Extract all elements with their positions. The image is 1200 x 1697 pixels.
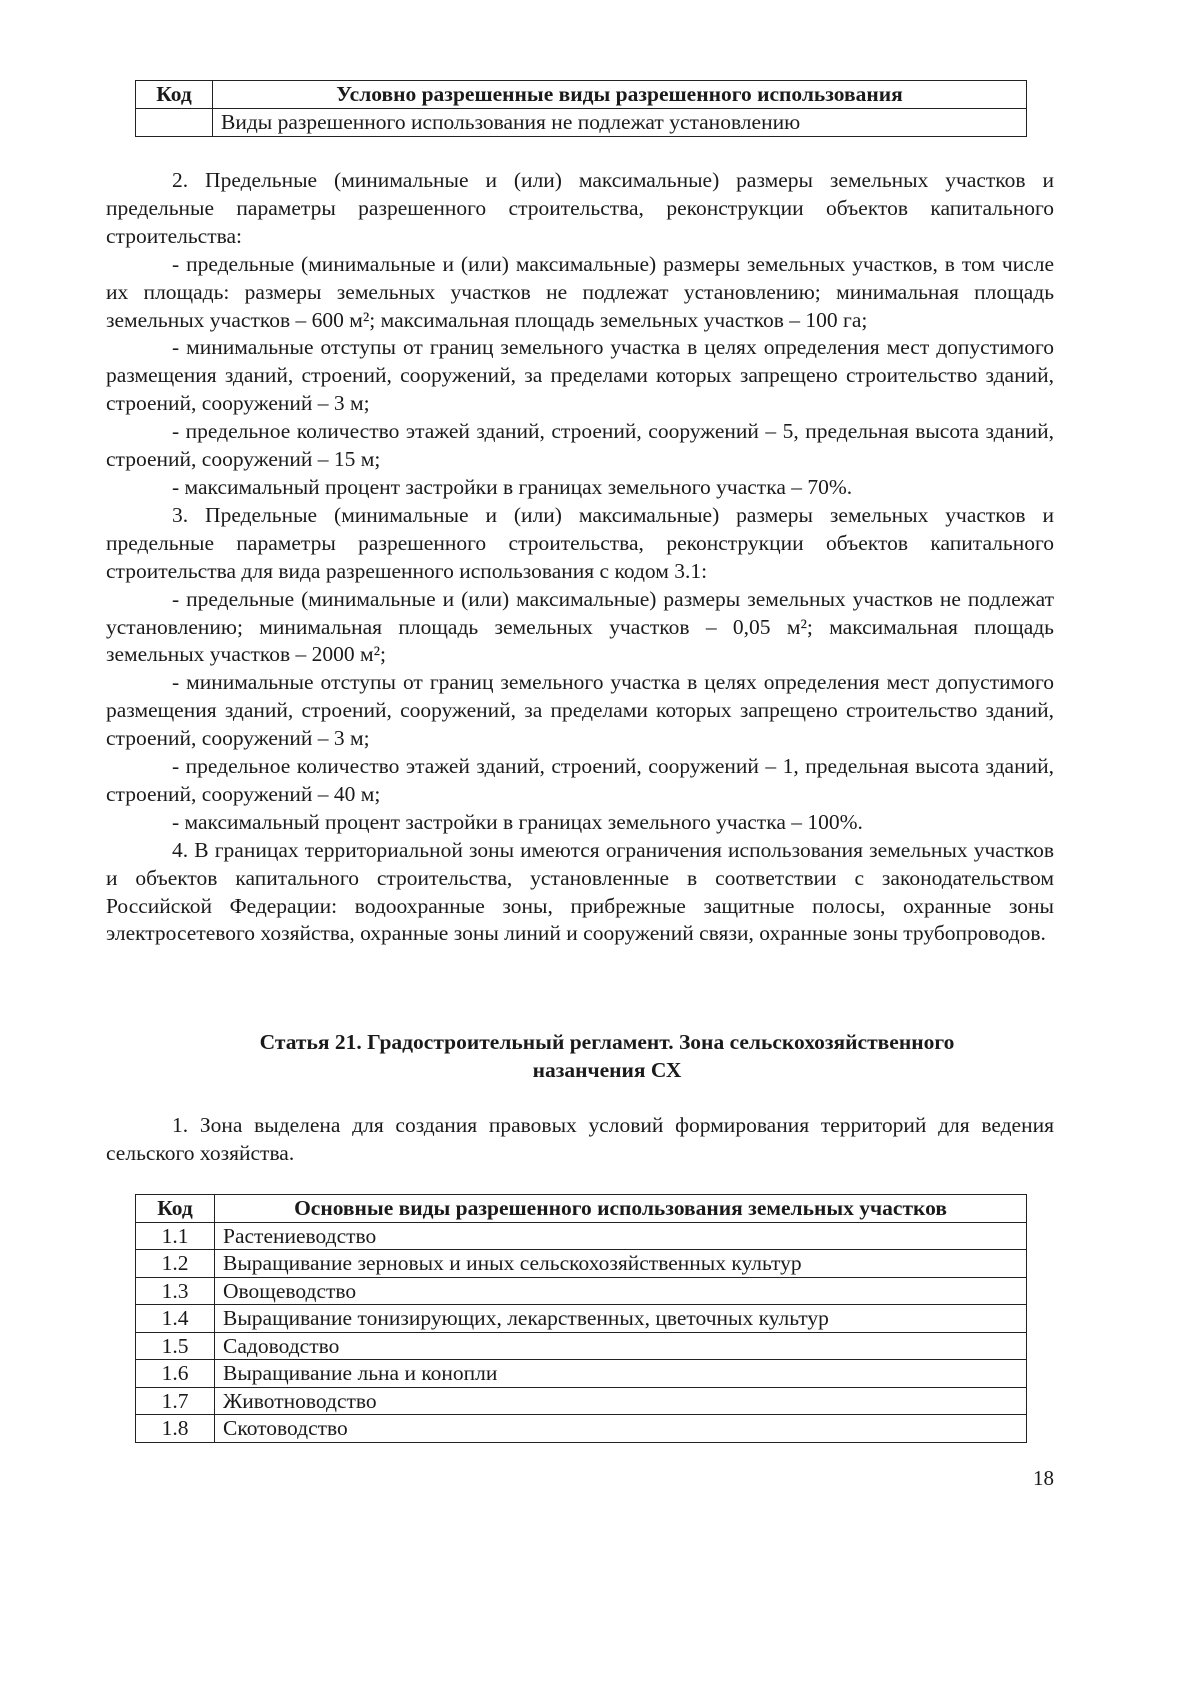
table-row: [136, 1387, 1027, 1415]
paragraph: - предельные (минимальные и (или) максимальные) размеры земельных участков не подлежат установлению; минимальная площадь земельных участков – 0,05 м²; максимальная площадь земельных участков – 2000 м²;: [106, 586, 1054, 667]
table-cell-code: 1.2: [136, 1250, 215, 1278]
table-cell-code: 1.1: [136, 1222, 215, 1250]
table-cell-code: 1.5: [136, 1332, 215, 1360]
code-column-header: Код: [136, 81, 213, 109]
table-cell-code: [136, 109, 213, 137]
paragraph: - минимальные отступы от границ земельного участка в целях определения мест допустимого размещения зданий, строений, сооружений, за пределами которых запрещено строительство зданий, строений, сооружений – 3 м;: [106, 670, 1054, 751]
intro-paragraph: 1. Зона выделена для создания правовых условий формирования территорий для ведения сельского хозяйства.: [106, 1113, 1054, 1165]
table-row: [136, 1250, 1027, 1278]
table-row: [136, 1332, 1027, 1360]
table-cell-name: Выращивание льна и конопли: [215, 1360, 1027, 1388]
paragraph: - предельные (минимальные и (или) максимальные) размеры земельных участков, в том числе их площадь: размеры земельных участков не подлежат установлению; минимальная площадь земельных участков – 600 м²; максимальная площадь земельных участков – 100 га;: [106, 251, 1054, 332]
table-row: [136, 1222, 1027, 1250]
table-row: [136, 1360, 1027, 1388]
article-heading: [106, 1028, 1108, 1084]
paragraph: - предельное количество этажей зданий, строений, сооружений – 1, предельная высота зданий, строений, сооружений – 40 м;: [106, 754, 1054, 806]
table-cell-name: Овощеводство: [215, 1277, 1027, 1305]
table-cell-name: Выращивание зерновых и иных сельскохозяйственных культур: [215, 1250, 1027, 1278]
primary-uses-table: [135, 1194, 1027, 1443]
table-cell-name: Растениеводство: [215, 1222, 1027, 1250]
table-cell-code: 1.3: [136, 1277, 215, 1305]
table-cell-code: 1.4: [136, 1305, 215, 1333]
uses-column-header: Основные виды разрешенного использования земельных участков: [215, 1195, 1027, 1223]
table-cell-name: Выращивание тонизирующих, лекарственных, цветочных культур: [215, 1305, 1027, 1333]
paragraph: - предельное количество этажей зданий, строений, сооружений – 5, предельная высота зданий, строений, сооружений – 15 м;: [106, 419, 1054, 472]
table-cell-name: Виды разрешенного использования не подлежат установлению: [213, 109, 1027, 137]
table-cell-code: 1.7: [136, 1387, 215, 1415]
code-column-header: Код: [136, 1195, 215, 1223]
paragraph: - минимальные отступы от границ земельного участка в целях определения мест допустимого размещения зданий, строений, сооружений, за пределами которых запрещено строительство зданий, строений, сооружений – 3 м;: [106, 335, 1054, 416]
table-row: [136, 1277, 1027, 1305]
table-cell-name: Животноводство: [215, 1387, 1027, 1415]
table-row: [136, 1415, 1027, 1443]
table-cell-code: 1.8: [136, 1415, 215, 1443]
table-row: [136, 1305, 1027, 1333]
page-number: 18: [1033, 1466, 1054, 1490]
paragraph: - максимальный процент застройки в границах земельного участка – 100%.: [172, 809, 863, 834]
article-heading-line: назанчения СХ: [532, 1058, 682, 1082]
uses-column-header: Условно разрешенные виды разрешенного использования: [213, 81, 1027, 109]
paragraph: 4. В границах территориальной зоны имеются ограничения использования земельных участков и объектов капитального строительства, установленные в соответствии с законодательством Российской Федерации: водоохранные зоны, прибрежные защитные полосы, охранные зоны электросетевого хозяйства, охранные зоны линий и сооружений связи, охранные зоны трубопроводов.: [106, 837, 1054, 946]
paragraph: 2. Предельные (минимальные и (или) максимальные) размеры земельных участков и предельные параметры разрешенного строительства, реконструкции объектов капитального строительства:: [106, 168, 1054, 248]
table-header-row: [136, 81, 1027, 109]
table-header-row: [136, 1195, 1027, 1223]
table-row: [136, 109, 1027, 137]
table-cell-name: Скотоводство: [215, 1415, 1027, 1443]
table-cell-code: 1.6: [136, 1360, 215, 1388]
article-heading-line: Статья 21. Градостроительный регламент. Зона сельскохозяйственного: [259, 1030, 955, 1054]
table-cell-name: Садоводство: [215, 1332, 1027, 1360]
paragraph: - максимальный процент застройки в границах земельного участка – 70%.: [172, 474, 853, 499]
conditional-uses-table: [135, 80, 1027, 137]
paragraph: 3. Предельные (минимальные и (или) максимальные) размеры земельных участков и предельные параметры разрешенного строительства, реконструкции объектов капитального строительства для вида разрешенного использования с кодом 3.1:: [106, 502, 1054, 583]
regulation-body: [106, 167, 1054, 948]
